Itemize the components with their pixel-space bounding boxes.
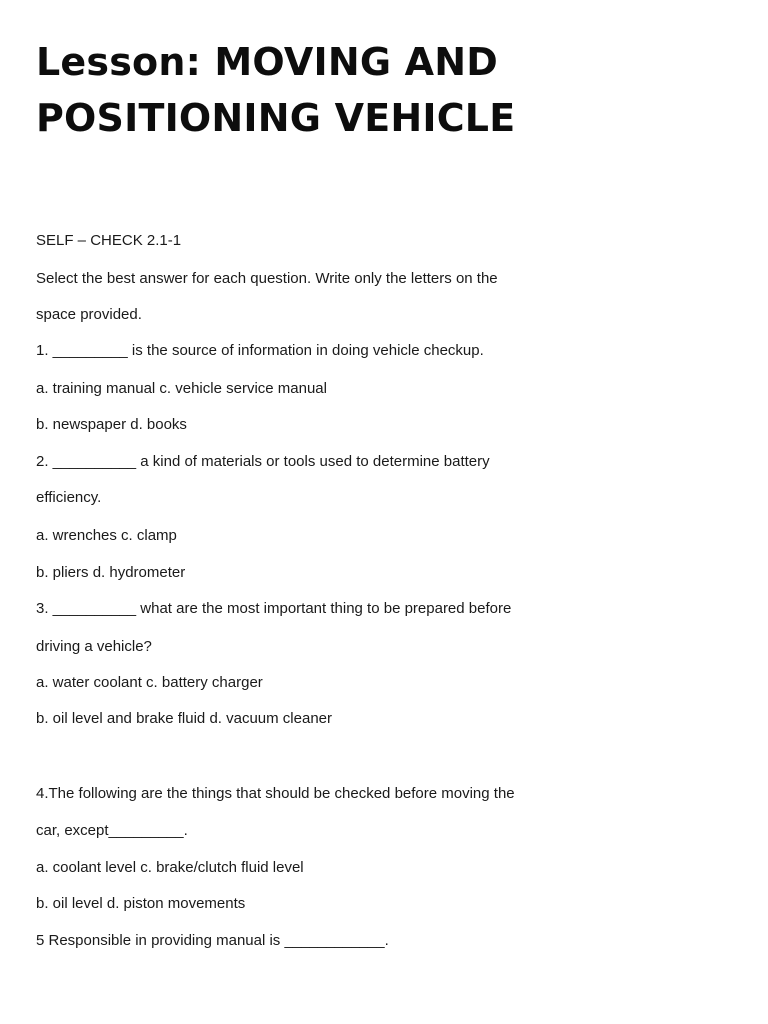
- question-4-options-a-c: a. coolant level c. brake/clutch fluid level: [36, 859, 304, 876]
- section-heading: SELF – CHECK 2.1-1: [36, 232, 182, 249]
- instructions-line-2: space provided.: [36, 306, 142, 323]
- lesson-title-line-1: Lesson: MOVING AND: [36, 40, 499, 84]
- question-3-stem-line-2: driving a vehicle?: [36, 638, 152, 655]
- question-1-options-a-c: a. training manual c. vehicle service manual: [36, 380, 327, 397]
- instructions-line-1: Select the best answer for each question. Write only the letters on the: [36, 270, 498, 287]
- question-4-stem-line-2: car, except_________.: [36, 822, 188, 839]
- question-2-stem-line-2: efficiency.: [36, 489, 102, 506]
- question-5-stem: 5 Responsible in providing manual is ____________.: [36, 932, 389, 949]
- question-4-options-b-d: b. oil level d. piston movements: [36, 895, 246, 912]
- question-3-stem-line-1: 3. __________ what are the most important thing to be prepared before: [36, 600, 512, 617]
- lesson-title-line-2: POSITIONING VEHICLE: [36, 96, 516, 140]
- question-1-options-b-d: b. newspaper d. books: [36, 416, 187, 433]
- question-3-options-b-d: b. oil level and brake fluid d. vacuum cleaner: [36, 710, 333, 727]
- question-1-stem: 1. _________ is the source of information in doing vehicle checkup.: [36, 342, 484, 359]
- question-3-options-a-c: a. water coolant c. battery charger: [36, 674, 263, 691]
- question-4-stem-line-1: 4.The following are the things that should be checked before moving the: [36, 785, 515, 802]
- question-2-stem-line-1: 2. __________ a kind of materials or tools used to determine battery: [36, 453, 490, 470]
- question-2-options-b-d: b. pliers d. hydrometer: [36, 564, 186, 581]
- question-2-options-a-c: a. wrenches c. clamp: [36, 527, 177, 544]
- document-page: [36, 0, 736, 949]
- lesson-title: [36, 0, 736, 146]
